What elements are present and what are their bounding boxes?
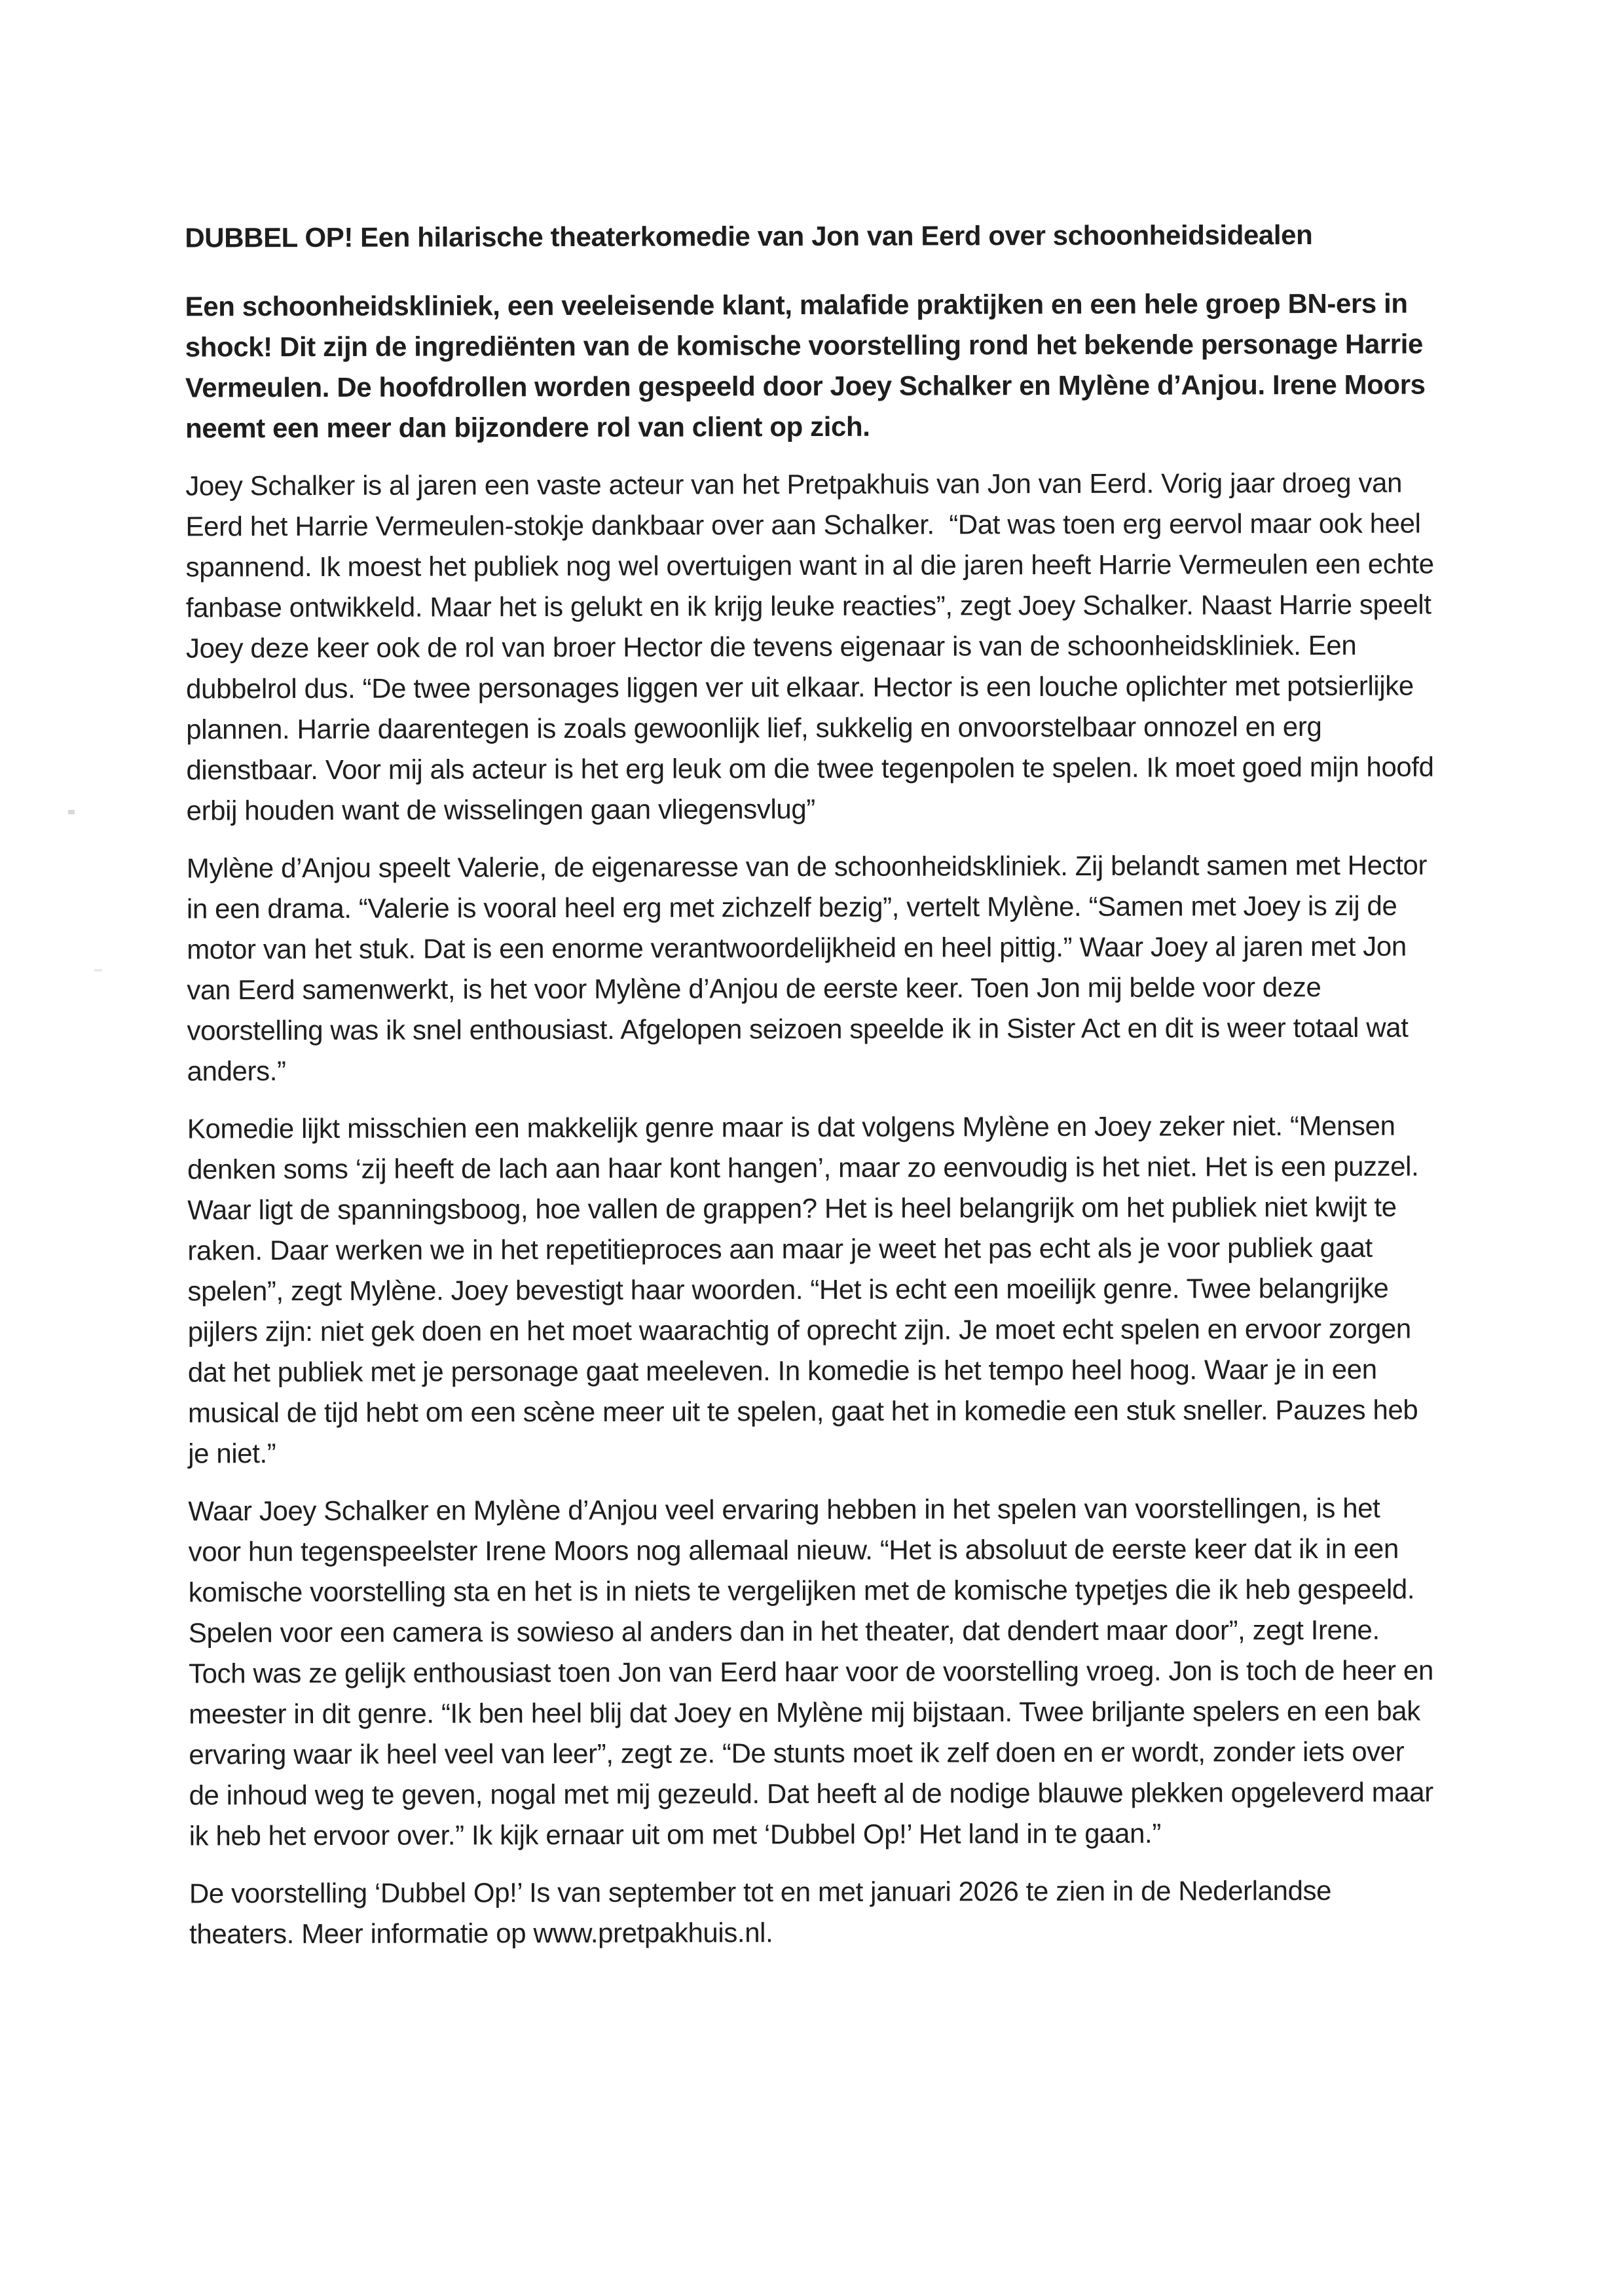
scan-artifact-speck — [68, 810, 75, 814]
paragraph-mylene-danjou: Mylène d’Anjou speelt Valerie, de eigenaresse van de schoonheidskliniek. Zij belandt samen met Hector in een drama. “Valerie is vooral heel erg met zichzelf bezig”, vertelt Mylène. “Samen met Joey is zij de motor van het stuk. Dat is een enorme verantwoordelijkheid en heel pittig.” Waar Joey al jaren met Jon van Eerd samenwerkt, is het voor Mylène d’Anjou de eerste keer. Toen Jon mij belde voor deze voorstelling was ik snel enthousiast. Afgelopen seizoen speelde ik in Sister Act en dit is weer totaal wat anders.” — [186, 849, 1435, 1087]
paragraph-irene-moors: Waar Joey Schalker en Mylène d’Anjou veel ervaring hebben in het spelen van voorstellingen, is het voor hun tegenspeelster Irene Moors nog allemaal nieuw. “Het is absoluut de eerste keer dat ik in een komische voorstelling sta en het is in niets te vergelijken met de komische typetjes die ik heb gespeeld. Spelen voor een camera is sowieso al anders dan in het theater, dat dendert maar door”, zegt Irene. Toch was ze gelijk enthousiast toen Jon van Eerd haar voor de voorstelling vroeg. Jon is toch de heer en meester in dit genre. “Ik ben heel blij dat Joey en Mylène mij bijstaan. Twee briljante spelers en een bak ervaring waar ik heel veel van leer”, zegt ze. “De stunts moet ik zelf doen en er wordt, zonder iets over de inhoud weg te geven, nogal met mij gezeuld. Dat heeft al de nodige blauwe plekken opgeleverd maar ik heb het ervoor over.” Ik kijk ernaar uit om met ‘Dubbel Op!’ Het land in te gaan.” — [188, 1492, 1441, 1851]
document-text-block — [185, 215, 1440, 1955]
paragraph-speeldata: De voorstelling ‘Dubbel Op!’ Is van september tot en met januari 2026 te zien in de Nederlandse theaters. Meer informatie op www.pretpakhuis.nl. — [189, 1874, 1339, 1950]
lead-paragraph: Een schoonheidskliniek, een veeleisende klant, malafide praktijken en een hele groep BN-ers in shock! Dit zijn de ingrediënten van de komische voorstelling rond het bekende personage Harrie Vermeulen. De hoofdrollen worden gespeeld door Joey Schalker en Mylène d’Anjou. Irene Moors neemt een meer dan bijzondere rol van client op zich. — [185, 287, 1433, 444]
paragraph-joey-schalker: Joey Schalker is al jaren een vaste acteur van het Pretpakhuis van Jon van Eerd. Vorig jaar droeg van Eerd het Harrie Vermeulen-stokje dankbaar over aan Schalker. “Dat was toen erg eervol maar ook heel spannend. Ik moest het publiek nog wel overtuigen want in al die jaren heeft Harrie Vermeulen een echte fanbase ontwikkeld. Maar het is gelukt en ik krijg leuke reacties”, zegt Joey Schalker. Naast Harrie speelt Joey deze keer ook de rol van broer Hector die tevens eigenaar is van de schoonheidskliniek. Een dubbelrol dus. “De twee personages liggen ver uit elkaar. Hector is een louche oplichter met potsierlijke plannen. Harrie daarentegen is zoals gewoonlijk lief, sukkelig en onvoorstelbaar onnozel en erg dienstbaar. Voor mij als acteur is het erg leuk om die twee tegenpolen te spelen. Ik moet goed mijn hoofd erbij houden want de wisselingen gaan vliegensvlug” — [185, 467, 1441, 826]
scan-artifact-speck — [94, 969, 102, 972]
paragraph-komedie-genre: Komedie lijkt misschien een makkelijk genre maar is dat volgens Mylène en Joey zeker niet. “Mensen denken soms ‘zij heeft de lach aan haar kont hangen’, maar zo eenvoudig is het niet. Het is een puzzel. Waar ligt de spanningsboog, hoe vallen de grappen? Het is heel belangrijk om het publiek niet kwijt te raken. Daar werken we in het repetitieproces aan maar je weet het pas echt als je voor publiek gaat spelen”, zegt Mylène. Joey bevestigt haar woorden. “Het is echt een moeilijk genre. Twee belangrijke pijlers zijn: niet gek doen en het moet waarachtig of oprecht zijn. Je moet echt spelen en ervoor zorgen dat het publiek met je personage gaat meeleven. In komedie is het tempo heel hoog. Waar je in een musical de tijd hebt om een scène meer uit te spelen, gaat het in komedie een stuk sneller. Pauzes heb je niet.” — [187, 1110, 1426, 1469]
document-title: DUBBEL OP! Een hilarische theaterkomedie van Jon van Eerd over schoonheidsidealen — [185, 219, 1313, 253]
